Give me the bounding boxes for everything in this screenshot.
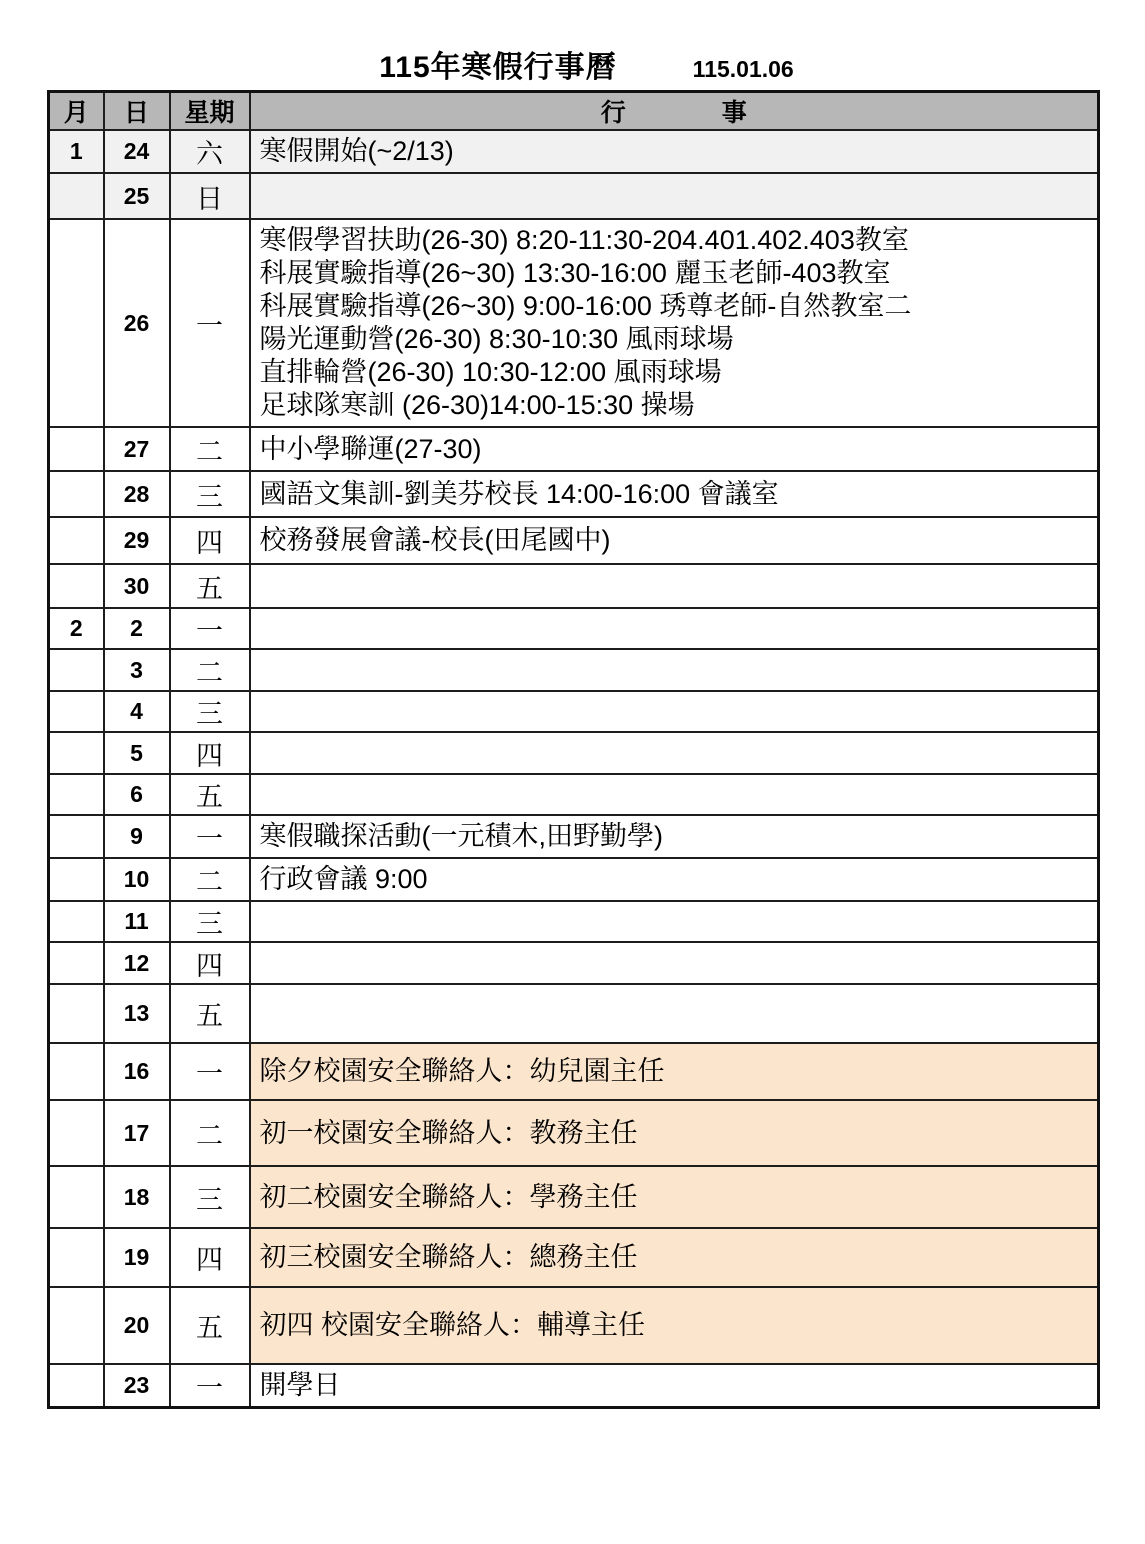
month-cell bbox=[49, 1364, 104, 1408]
event-line: 初一校園安全聯絡人：教務主任 bbox=[259, 1117, 638, 1148]
header-month: 月 bbox=[49, 92, 104, 131]
weekday-cell: 四 bbox=[170, 942, 250, 984]
month-cell bbox=[49, 517, 104, 564]
event-cell bbox=[250, 1166, 1099, 1228]
month-cell bbox=[49, 858, 104, 901]
day-cell: 3 bbox=[104, 649, 170, 691]
event-cell bbox=[250, 427, 1099, 471]
table-row bbox=[49, 471, 1099, 517]
weekday-cell: 五 bbox=[170, 1287, 250, 1364]
table-row bbox=[49, 219, 1099, 427]
event-line: 陽光運動營(26-30) 8:30-10:30 風雨球場 bbox=[259, 324, 734, 354]
day-cell: 23 bbox=[104, 1364, 170, 1408]
day-cell: 19 bbox=[104, 1228, 170, 1287]
table-row bbox=[49, 1287, 1099, 1364]
event-cell bbox=[250, 1364, 1099, 1408]
day-cell: 25 bbox=[104, 173, 170, 219]
day-cell: 12 bbox=[104, 942, 170, 984]
event-line: 初二校園安全聯絡人：學務主任 bbox=[259, 1181, 638, 1212]
event-cell bbox=[250, 901, 1099, 942]
day-cell: 17 bbox=[104, 1100, 170, 1166]
table-row bbox=[49, 649, 1099, 691]
table-row bbox=[49, 564, 1099, 608]
month-cell bbox=[49, 427, 104, 471]
header-event-label: 行事 bbox=[600, 99, 843, 127]
weekday-cell: 三 bbox=[170, 471, 250, 517]
weekday-cell: 三 bbox=[170, 901, 250, 942]
event-line: 寒假職探活動(一元積木,田野勤學) bbox=[259, 821, 663, 851]
table-row bbox=[49, 1100, 1099, 1166]
day-cell: 30 bbox=[104, 564, 170, 608]
table-row bbox=[49, 732, 1099, 774]
month-cell bbox=[49, 774, 104, 815]
day-cell: 13 bbox=[104, 984, 170, 1043]
month-cell bbox=[49, 649, 104, 691]
table-row bbox=[49, 858, 1099, 901]
weekday-cell: 一 bbox=[170, 608, 250, 649]
day-cell: 10 bbox=[104, 858, 170, 901]
table-row bbox=[49, 1228, 1099, 1287]
table-row bbox=[49, 130, 1099, 173]
day-cell: 11 bbox=[104, 901, 170, 942]
weekday-cell: 一 bbox=[170, 815, 250, 858]
month-cell bbox=[49, 732, 104, 774]
table-row bbox=[49, 517, 1099, 564]
header-row bbox=[49, 92, 1099, 131]
day-cell: 6 bbox=[104, 774, 170, 815]
event-line: 寒假學習扶助(26-30) 8:20-11:30-204.401.402.403教室 bbox=[259, 225, 909, 255]
event-cell bbox=[250, 130, 1099, 173]
day-cell: 16 bbox=[104, 1043, 170, 1100]
day-cell: 4 bbox=[104, 691, 170, 732]
weekday-cell: 五 bbox=[170, 984, 250, 1043]
calendar-table bbox=[47, 90, 1100, 1409]
weekday-cell: 五 bbox=[170, 564, 250, 608]
event-line: 科展實驗指導(26~30) 9:00-16:00 琇尊老師-自然教室二 bbox=[259, 291, 912, 321]
month-cell bbox=[49, 1166, 104, 1228]
table-row bbox=[49, 1364, 1099, 1408]
day-cell: 29 bbox=[104, 517, 170, 564]
month-cell bbox=[49, 815, 104, 858]
event-line: 直排輪營(26-30) 10:30-12:00 風雨球場 bbox=[259, 357, 722, 387]
month-cell bbox=[49, 564, 104, 608]
day-cell: 2 bbox=[104, 608, 170, 649]
event-line: 中小學聯運(27-30) bbox=[259, 433, 482, 464]
header-event bbox=[250, 92, 1099, 131]
month-cell bbox=[49, 471, 104, 517]
event-line: 校務發展會議-校長(田尾國中) bbox=[259, 525, 611, 555]
month-cell bbox=[49, 1228, 104, 1287]
day-cell: 26 bbox=[104, 219, 170, 427]
event-line: 初四 校園安全聯絡人：輔導主任 bbox=[259, 1310, 646, 1340]
event-cell bbox=[250, 173, 1099, 219]
weekday-cell: 五 bbox=[170, 774, 250, 815]
weekday-cell: 四 bbox=[170, 517, 250, 564]
month-cell bbox=[49, 942, 104, 984]
event-line: 足球隊寒訓 (26-30)14:00-15:30 操場 bbox=[259, 390, 695, 420]
weekday-cell: 三 bbox=[170, 1166, 250, 1228]
table-row bbox=[49, 173, 1099, 219]
month-cell bbox=[49, 984, 104, 1043]
event-cell bbox=[250, 471, 1099, 517]
weekday-cell: 三 bbox=[170, 691, 250, 732]
event-line: 開學日 bbox=[259, 1370, 341, 1400]
day-cell: 20 bbox=[104, 1287, 170, 1364]
month-cell bbox=[49, 901, 104, 942]
event-cell bbox=[250, 732, 1099, 774]
weekday-cell: 六 bbox=[170, 130, 250, 173]
weekday-cell: 二 bbox=[170, 1100, 250, 1166]
weekday-cell: 二 bbox=[170, 649, 250, 691]
page-date: 115.01.06 bbox=[692, 56, 794, 82]
month-cell bbox=[49, 1100, 104, 1166]
event-cell bbox=[250, 649, 1099, 691]
event-line: 國語文集訓-劉美芬校長 14:00-16:00 會議室 bbox=[259, 478, 779, 509]
event-cell bbox=[250, 691, 1099, 732]
event-cell bbox=[250, 858, 1099, 901]
weekday-cell: 一 bbox=[170, 219, 250, 427]
event-line: 初三校園安全聯絡人：總務主任 bbox=[259, 1242, 638, 1272]
event-cell bbox=[250, 942, 1099, 984]
event-cell bbox=[250, 564, 1099, 608]
table-row bbox=[49, 608, 1099, 649]
weekday-cell: 四 bbox=[170, 1228, 250, 1287]
day-cell: 9 bbox=[104, 815, 170, 858]
table-row bbox=[49, 691, 1099, 732]
table-row bbox=[49, 901, 1099, 942]
day-cell: 28 bbox=[104, 471, 170, 517]
page-header bbox=[14, 42, 1145, 86]
table-row bbox=[49, 942, 1099, 984]
day-cell: 5 bbox=[104, 732, 170, 774]
event-cell bbox=[250, 815, 1099, 858]
event-cell bbox=[250, 1287, 1099, 1364]
day-cell: 24 bbox=[104, 130, 170, 173]
event-cell bbox=[250, 219, 1099, 427]
month-cell bbox=[49, 1287, 104, 1364]
event-cell bbox=[250, 608, 1099, 649]
table-row bbox=[49, 815, 1099, 858]
event-line: 行政會議 9:00 bbox=[259, 864, 428, 894]
weekday-cell: 二 bbox=[170, 858, 250, 901]
event-cell bbox=[250, 1228, 1099, 1287]
table-row bbox=[49, 1043, 1099, 1100]
table-row bbox=[49, 774, 1099, 815]
table-row bbox=[49, 984, 1099, 1043]
page-title: 115年寒假行事曆 bbox=[379, 51, 617, 84]
calendar-table-body bbox=[49, 130, 1099, 1408]
weekday-cell: 四 bbox=[170, 732, 250, 774]
header-weekday: 星期 bbox=[170, 92, 250, 131]
event-cell bbox=[250, 1100, 1099, 1166]
event-line: 寒假開始(~2/13) bbox=[259, 136, 454, 166]
event-line: 科展實驗指導(26~30) 13:30-16:00 麗玉老師-403教室 bbox=[259, 258, 891, 288]
event-cell bbox=[250, 517, 1099, 564]
event-cell bbox=[250, 1043, 1099, 1100]
event-line: 除夕校園安全聯絡人：幼兒園主任 bbox=[259, 1056, 665, 1086]
day-cell: 18 bbox=[104, 1166, 170, 1228]
weekday-cell: 二 bbox=[170, 427, 250, 471]
header-day: 日 bbox=[104, 92, 170, 131]
weekday-cell: 一 bbox=[170, 1364, 250, 1408]
month-cell bbox=[49, 219, 104, 427]
month-cell: 2 bbox=[49, 608, 104, 649]
event-cell bbox=[250, 774, 1099, 815]
event-cell bbox=[250, 984, 1099, 1043]
month-cell bbox=[49, 691, 104, 732]
weekday-cell: 日 bbox=[170, 173, 250, 219]
month-cell bbox=[49, 173, 104, 219]
month-cell: 1 bbox=[49, 130, 104, 173]
day-cell: 27 bbox=[104, 427, 170, 471]
weekday-cell: 一 bbox=[170, 1043, 250, 1100]
month-cell bbox=[49, 1043, 104, 1100]
table-row bbox=[49, 1166, 1099, 1228]
table-row bbox=[49, 427, 1099, 471]
